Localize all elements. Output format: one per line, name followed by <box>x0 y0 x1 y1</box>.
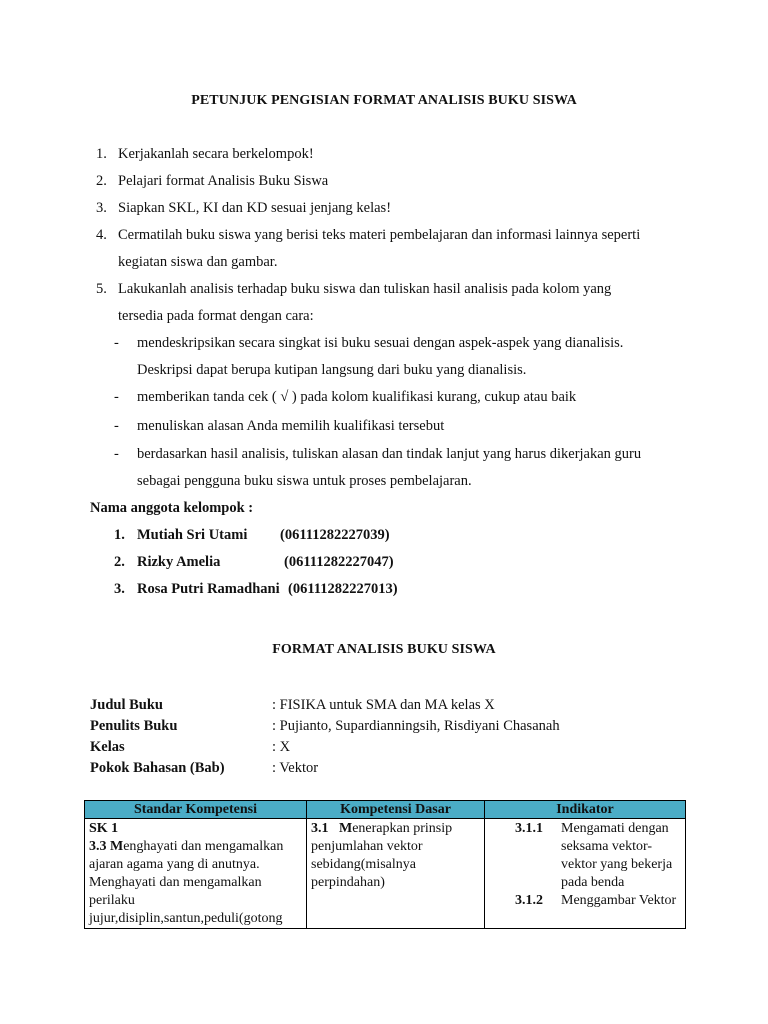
cell-indikator <box>485 819 686 929</box>
list-number: 4. <box>96 227 107 243</box>
sk-code: SK 1 <box>89 821 119 836</box>
group-heading: Nama anggota kelompok : <box>90 500 254 516</box>
meta-value: : X <box>272 739 291 755</box>
meta-value: : Pujianto, Supardianningsih, Risdiyani Chasanah <box>272 718 560 734</box>
dash-marker: - <box>114 389 119 405</box>
meta-label: Kelas <box>90 739 125 755</box>
list-text: tersedia pada format dengan cara: <box>118 308 314 324</box>
list-text: Siapkan SKL, KI dan KD sesuai jenjang kelas! <box>118 200 392 216</box>
cell-standar-kompetensi <box>85 819 307 929</box>
header-indikator: Indikator <box>485 801 686 819</box>
indikator-item <box>489 820 681 892</box>
list-text: Cermatilah buku siswa yang berisi teks materi pembelajaran dan informasi lainnya seperti <box>118 227 641 243</box>
list-text: Lakukanlah analisis terhadap buku siswa dan tuliskan hasil analisis pada kolom yang <box>118 281 612 297</box>
member-number: 1. <box>114 527 125 543</box>
member-id: (06111282227039) <box>280 527 390 543</box>
indikator-item <box>489 892 681 910</box>
table-header-row <box>85 801 686 819</box>
sub-item-text: Deskripsi dapat berupa kutipan langsung dari buku yang dianalisis. <box>137 362 527 378</box>
dash-marker: - <box>114 446 119 462</box>
meta-label: Penulits Buku <box>90 718 178 734</box>
cell-kompetensi-dasar <box>307 819 485 929</box>
sub-item-text: sebagai pengguna buku siswa untuk proses pembelajaran. <box>137 473 472 489</box>
kd-number: 3.1 <box>311 821 329 836</box>
member-name: Mutiah Sri Utami <box>137 527 248 543</box>
sub-item-text: mendeskripsikan secara singkat isi buku sesuai dengan aspek-aspek yang dianalisis. <box>137 335 624 351</box>
header-kompetensi-dasar: Kompetensi Dasar <box>307 801 485 819</box>
indikator-text: Mengamati dengan seksama vektor-vektor yang bekerja pada benda <box>561 821 673 890</box>
dash-marker: - <box>114 418 119 434</box>
table-row <box>85 819 686 929</box>
competency-table <box>84 800 686 929</box>
indikator-text: Menggambar Vektor <box>561 893 677 908</box>
member-name: Rizky Amelia <box>137 554 221 570</box>
page-title: PETUNJUK PENGISIAN FORMAT ANALISIS BUKU SISWA <box>191 93 577 108</box>
member-number: 3. <box>114 581 125 597</box>
meta-value: : FISIKA untuk SMA dan MA kelas X <box>272 697 495 713</box>
meta-label: Judul Buku <box>90 697 163 713</box>
member-number: 2. <box>114 554 125 570</box>
kd-initial: M <box>339 821 353 836</box>
sk-item <box>89 838 302 928</box>
list-number: 3. <box>96 200 107 216</box>
format-title: FORMAT ANALISIS BUKU SISWA <box>272 642 496 657</box>
sub-item-text: memberikan tanda cek ( √ ) pada kolom kualifikasi kurang, cukup atau baik <box>137 389 577 405</box>
list-text: Kerjakanlah secara berkelompok! <box>118 146 314 162</box>
sk-item-text: enghayati dan mengamalkan ajaran agama yang di anutnya. Menghayati dan mengamalkan perilaku jujur,disiplin,santun,peduli(gotong <box>89 839 284 926</box>
list-text: Pelajari format Analisis Buku Siswa <box>118 173 329 189</box>
list-number: 1. <box>96 146 107 162</box>
meta-value: : Vektor <box>272 760 319 776</box>
sub-item-text: menuliskan alasan Anda memilih kualifikasi tersebut <box>137 418 445 434</box>
member-id: (06111282227013) <box>288 581 398 597</box>
sk-item-number: 3.3 <box>89 839 107 854</box>
list-number: 2. <box>96 173 107 189</box>
header-standar-kompetensi: Standar Kompetensi <box>85 801 307 819</box>
member-name: Rosa Putri Ramadhani <box>137 581 280 597</box>
kd-text: enerapkan prinsip penjumlahan vektor sebidang(misalnya perpindahan) <box>311 821 453 890</box>
sub-item-text: berdasarkan hasil analisis, tuliskan alasan dan tindak lanjut yang harus dikerjakan guru <box>137 446 642 462</box>
kd-item <box>311 820 480 892</box>
meta-label: Pokok Bahasan (Bab) <box>90 760 225 776</box>
indikator-number: 3.1.1 <box>515 821 543 836</box>
dash-marker: - <box>114 335 119 351</box>
indikator-number: 3.1.2 <box>515 893 543 908</box>
list-text: kegiatan siswa dan gambar. <box>118 254 278 270</box>
sk-item-initial: M <box>110 839 124 854</box>
member-id: (06111282227047) <box>284 554 394 570</box>
list-number: 5. <box>96 281 107 297</box>
